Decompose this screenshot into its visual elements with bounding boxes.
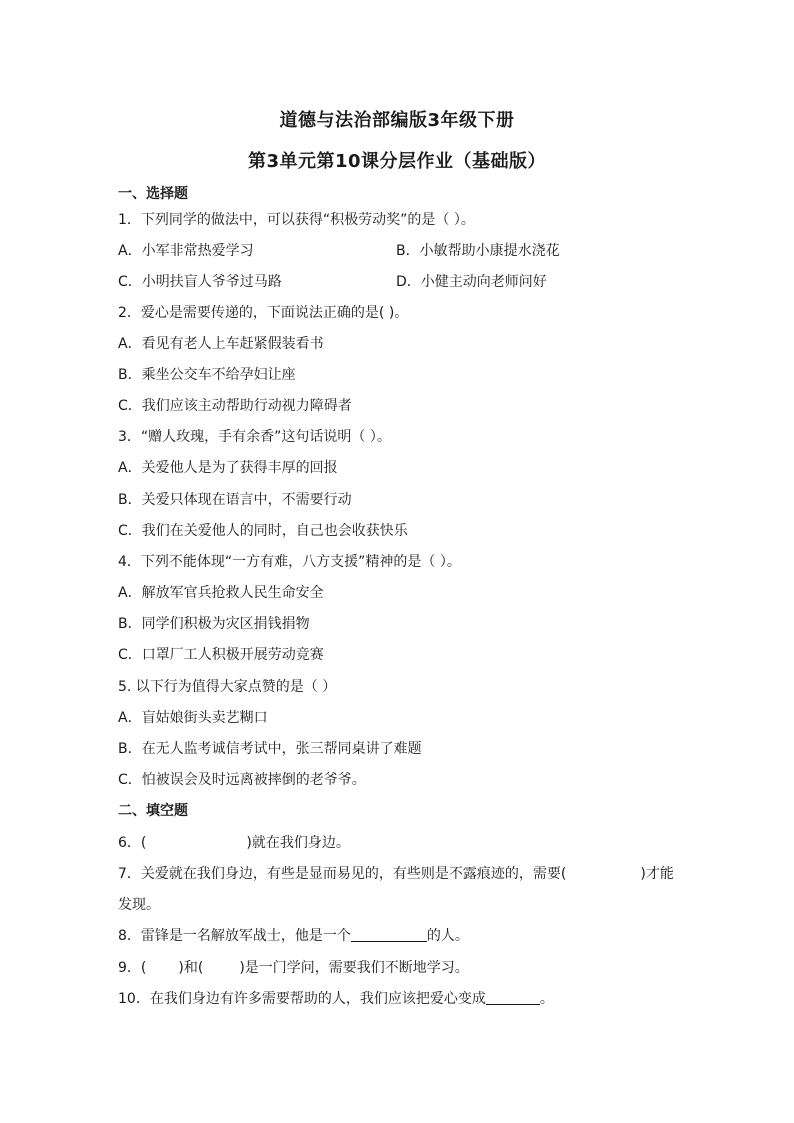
question-2-option-b: B．乘坐公交车不给孕妇让座 <box>118 367 296 383</box>
question-10-pre: 10．在我们身边有许多需要帮助的人，我们应该把爱心变成 <box>118 991 486 1007</box>
question-10 <box>118 988 554 1008</box>
question-4-option-c: C．口罩厂工人积极开展劳动竞赛 <box>118 647 324 663</box>
question-5-option-a: A．盲姑娘街头卖艺糊口 <box>118 710 268 726</box>
question-7-continuation: 发现。 <box>118 897 160 913</box>
question-3-option-b: B．关爱只体现在语言中，不需要行动 <box>118 492 352 508</box>
question-2-option-a: A．看见有老人上车赶紧假装看书 <box>118 336 324 352</box>
question-4-option-b: B．同学们积极为灾区捐钱捐物 <box>118 616 310 632</box>
question-6-post: )就在我们身边。 <box>246 835 350 851</box>
question-1-option-b: B．小敏帮助小康提水浇花 <box>396 243 560 259</box>
question-9 <box>118 957 469 977</box>
question-6 <box>118 832 350 852</box>
question-3-option-a: A．关爱他人是为了获得丰厚的回报 <box>118 460 338 476</box>
question-1-option-d: D．小健主动向老师问好 <box>396 274 547 290</box>
question-5-option-c: C．怕被误会及时远离被摔倒的老爷爷。 <box>118 772 366 788</box>
question-8-blank <box>351 927 427 942</box>
page-title: 道德与法治部编版3年级下册 <box>279 110 515 131</box>
question-3-stem: 3．“赠人玫瑰，手有余香”这句话说明（ ）。 <box>118 429 391 445</box>
question-5-option-b: B．在无人监考诚信考试中，张三帮同桌讲了难题 <box>118 741 422 757</box>
section-heading-choice: 一、选择题 <box>118 186 188 202</box>
question-10-blank <box>486 990 540 1005</box>
page-subtitle: 第3单元第10课分层作业（基础版） <box>247 151 547 172</box>
question-3-option-c: C．我们在关爱他人的同时，自己也会收获快乐 <box>118 523 408 539</box>
question-9-post: )是一门学问，需要我们不断地学习。 <box>239 960 469 976</box>
question-6-pre: 6．( <box>118 835 147 851</box>
question-5-stem: 5. 以下行为值得大家点赞的是（ ） <box>118 679 337 695</box>
question-7-pre: 7．关爱就在我们身边，有些是显而易见的，有些则是不露痕迹的，需要( <box>118 866 567 882</box>
question-7 <box>118 863 674 883</box>
question-1-stem: 1．下列同学的做法中，可以获得“积极劳动奖”的是（ ）。 <box>118 212 475 228</box>
section-heading-fill: 二、填空题 <box>118 803 188 819</box>
question-4-option-a: A．解放军官兵抢救人民生命安全 <box>118 585 324 601</box>
question-7-post: )才能 <box>640 866 674 882</box>
question-8 <box>118 925 469 945</box>
question-9-mid: )和( <box>178 960 204 976</box>
question-10-post: 。 <box>539 991 554 1007</box>
question-4-stem: 4．下列不能体现“一方有难，八方支援”精神的是（ ）。 <box>118 554 461 570</box>
question-1-option-c: C．小明扶盲人爷爷过马路 <box>118 274 282 290</box>
question-9-pre: 9．( <box>118 960 147 976</box>
question-2-option-c: C．我们应该主动帮助行动视力障碍者 <box>118 398 352 414</box>
question-2-stem: 2．爱心是需要传递的，下面说法正确的是( )。 <box>118 305 409 321</box>
question-8-pre: 8．雷锋是一名解放军战士，他是一个 <box>118 928 351 944</box>
question-8-post: 的人。 <box>426 928 469 944</box>
question-1-option-a: A．小军非常热爱学习 <box>118 243 254 259</box>
